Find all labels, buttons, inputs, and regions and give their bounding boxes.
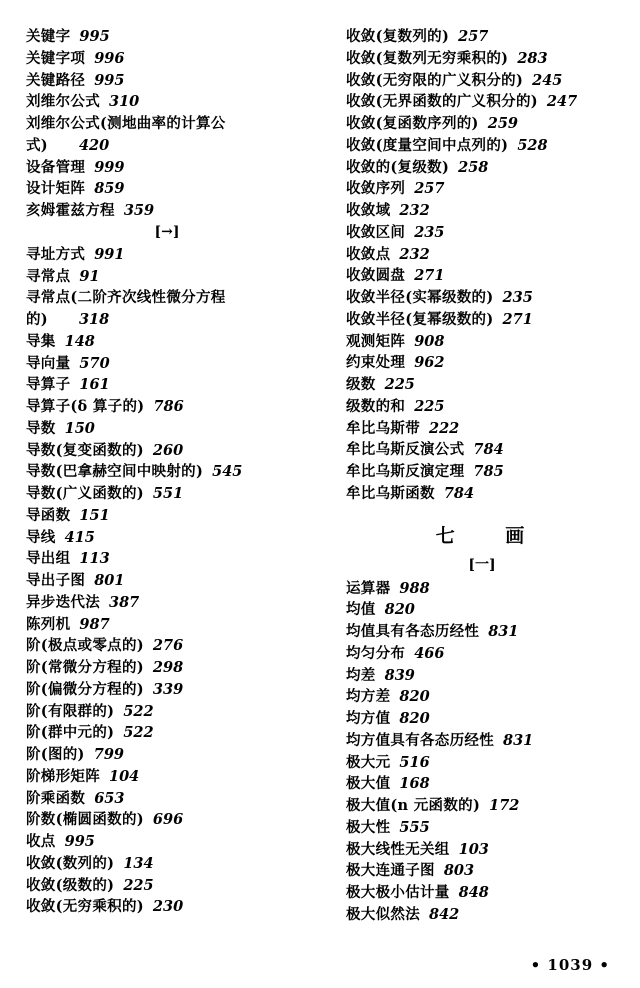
entry-term: 均匀分布 xyxy=(346,644,406,662)
entry-term: 收敛(级数的) xyxy=(26,876,115,894)
entry-term: 寻常点 xyxy=(26,267,71,285)
entry-term: 关键字项 xyxy=(26,49,86,67)
entry-page: 528 xyxy=(517,136,548,154)
index-entry xyxy=(346,309,618,331)
entry-page: 801 xyxy=(94,572,125,589)
entry-page: 831 xyxy=(488,623,519,640)
index-entry xyxy=(26,744,308,766)
index-entry xyxy=(346,244,618,266)
index-entry xyxy=(346,578,618,600)
entry-term: 牟比乌斯反演公式 xyxy=(346,441,465,459)
entry-term: 均差 xyxy=(346,666,376,684)
entry-term: 亥姆霍兹方程 xyxy=(26,202,115,219)
entry-term: 运算器 xyxy=(346,579,391,597)
entry-page: 962 xyxy=(414,354,445,372)
entry-page: 988 xyxy=(399,579,430,597)
entry-term: 收敛域 xyxy=(346,202,391,219)
entry-page: 908 xyxy=(414,332,445,350)
entry-page: 784 xyxy=(443,484,475,502)
entry-term: 收敛(数列的) xyxy=(26,854,115,872)
entry-term: 陈列机 xyxy=(26,615,71,633)
entry-page: 298 xyxy=(152,659,184,676)
index-entry xyxy=(346,708,618,730)
entry-term: 均方值 xyxy=(346,710,391,727)
entry-term: 收敛(复函数序列的) xyxy=(346,115,479,132)
entry-page: 245 xyxy=(532,71,563,89)
entry-page: 283 xyxy=(517,49,548,67)
index-entry xyxy=(26,853,308,875)
index-entry xyxy=(346,795,618,817)
entry-term: 阶(偏微分方程的) xyxy=(26,680,144,698)
index-entry xyxy=(26,657,308,679)
entry-term: 导算子(δ 算子的) xyxy=(26,398,145,415)
entry-term: 约束处理 xyxy=(346,354,406,372)
entry-term: 收点 xyxy=(26,833,56,850)
entry-term: 均值 xyxy=(346,601,376,619)
entry-term: 极大性 xyxy=(346,818,391,836)
entry-page: 113 xyxy=(79,550,110,568)
entry-page: 387 xyxy=(109,593,140,611)
right-column xyxy=(322,26,618,926)
entry-term: 异步迭代法 xyxy=(26,593,100,611)
index-entry xyxy=(346,178,618,200)
entry-page: 420 xyxy=(78,136,110,154)
index-entry xyxy=(346,730,618,752)
entry-term: 阶(群中元的) xyxy=(26,724,115,742)
index-entry xyxy=(26,614,308,636)
entry-page: 466 xyxy=(414,644,445,662)
entry-page: 653 xyxy=(94,789,125,807)
left-column xyxy=(26,26,322,940)
index-entry xyxy=(26,722,308,744)
entry-term: 阶数(椭圆函数的) xyxy=(26,811,144,829)
entry-term: 导函数 xyxy=(26,506,71,524)
entry-page: 842 xyxy=(429,905,460,923)
index-entry xyxy=(26,200,308,222)
entry-term: 导数(广义函数的) xyxy=(26,485,144,502)
index-entry xyxy=(346,91,618,113)
index-entry xyxy=(26,527,308,549)
page-folio: • 1039 • xyxy=(530,956,610,974)
entry-page: 260 xyxy=(152,441,184,459)
index-entry xyxy=(26,461,308,483)
entry-term: 寻常点(二阶齐次线性微分方程的) xyxy=(26,289,226,328)
index-entry xyxy=(26,875,308,897)
entry-term: 收敛点 xyxy=(346,245,391,263)
entry-page: 803 xyxy=(443,862,475,880)
index-entry xyxy=(26,635,308,657)
index-entry xyxy=(26,287,308,331)
entry-page: 271 xyxy=(502,310,533,328)
entry-page: 995 xyxy=(64,833,95,850)
entry-page: 225 xyxy=(384,376,415,393)
entry-page: 784 xyxy=(473,441,504,459)
entry-term: 极大值(n 元函数的) xyxy=(346,797,481,814)
index-entry xyxy=(26,918,308,940)
entry-page: 999 xyxy=(94,158,125,176)
entry-page: 820 xyxy=(384,601,415,619)
subsection-heading: [→] xyxy=(154,223,180,240)
index-entry xyxy=(346,882,618,904)
entry-term: 均值具有各态历经性 xyxy=(346,623,480,640)
entry-term: 极大值 xyxy=(346,775,391,793)
entry-term: 极大极小估计量 xyxy=(346,884,450,901)
index-entry xyxy=(26,244,308,266)
entry-page: 995 xyxy=(79,28,110,45)
entry-page: 91 xyxy=(79,267,100,285)
index-entry xyxy=(346,461,618,483)
entry-term: 级数的和 xyxy=(346,397,406,415)
index-entry xyxy=(346,26,618,48)
entry-page: 235 xyxy=(502,289,533,306)
entry-page: 831 xyxy=(503,731,534,749)
entry-term: 导集 xyxy=(26,332,56,350)
entry-term: 均方差 xyxy=(346,688,391,706)
entry-term: 极大线性无关组 xyxy=(346,840,450,858)
entry-page: 103 xyxy=(458,840,489,858)
entry-page: 104 xyxy=(109,767,140,785)
index-entry xyxy=(346,752,618,774)
entry-page: 996 xyxy=(94,49,125,67)
index-entry xyxy=(346,396,618,418)
index-entry xyxy=(346,222,618,244)
entry-term: 牟比乌斯函数 xyxy=(346,484,435,502)
entry-page: 696 xyxy=(152,811,184,829)
entry-term: 设计矩阵 xyxy=(26,180,86,198)
entry-term: 导数 xyxy=(26,419,56,437)
entry-page: 318 xyxy=(78,311,110,328)
index-entry xyxy=(346,439,618,461)
entry-page: 820 xyxy=(399,710,430,727)
entry-term: 收敛圆盘 xyxy=(346,267,406,285)
entry-term: 收敛(复数列无穷乘积的) xyxy=(346,49,509,67)
index-entry xyxy=(346,599,618,621)
entry-page: 168 xyxy=(399,775,430,793)
entry-page: 839 xyxy=(384,666,415,684)
entry-page: 259 xyxy=(487,115,519,132)
index-entry xyxy=(26,505,308,527)
index-entry xyxy=(346,839,618,861)
entry-term: 设备管理 xyxy=(26,158,86,176)
index-entry xyxy=(346,418,618,440)
entry-page: 271 xyxy=(414,267,445,285)
entry-term: 收敛(度量空间中点列的) xyxy=(346,136,509,154)
section-heading: 七 画 xyxy=(435,524,547,547)
entry-term: 收敛半径(复幂级数的) xyxy=(346,310,494,328)
entry-term: 寻址方式 xyxy=(26,245,86,263)
entry-page: 339 xyxy=(152,680,184,698)
index-entry xyxy=(346,860,618,882)
entry-term: 阶(常微分方程的) xyxy=(26,659,144,676)
entry-page: 134 xyxy=(123,854,154,872)
entry-term: 极大元 xyxy=(346,753,391,771)
index-entry xyxy=(346,265,618,287)
entry-term: 级数 xyxy=(346,376,376,393)
entry-term: 阶乘函数 xyxy=(26,789,86,807)
entry-term: 导算子 xyxy=(26,376,71,394)
entry-page: 848 xyxy=(458,884,489,901)
entry-page: 222 xyxy=(429,419,460,437)
entry-page: 276 xyxy=(152,637,184,655)
entry-page: 150 xyxy=(64,419,95,437)
entry-term: 导向量 xyxy=(26,354,71,372)
entry-term: 阶(极点或零点的) xyxy=(26,637,144,655)
entry-page: 991 xyxy=(94,245,125,263)
index-entry xyxy=(26,70,308,92)
index-entry xyxy=(26,440,308,462)
entry-term: 导出组 xyxy=(26,550,71,568)
index-entry xyxy=(26,592,308,614)
index-entry xyxy=(346,817,618,839)
entry-page: 820 xyxy=(399,688,430,706)
entry-page: 235 xyxy=(414,223,445,241)
two-column-layout xyxy=(26,26,618,956)
index-entry xyxy=(346,331,618,353)
entry-term: 阶(有限群的) xyxy=(26,702,115,720)
entry-page: 232 xyxy=(399,245,430,263)
index-entry xyxy=(26,396,308,418)
entry-term: 收敛区间 xyxy=(346,223,406,241)
entry-term: 收敛(复数列的) xyxy=(346,28,450,45)
entry-page: 232 xyxy=(399,202,430,219)
entry-page: 161 xyxy=(79,376,110,394)
entry-term: 极大似然法 xyxy=(346,905,420,923)
index-entry xyxy=(346,157,618,179)
entry-term: 牟比乌斯反演定理 xyxy=(346,463,465,480)
index-entry xyxy=(26,483,308,505)
index-entry xyxy=(346,665,618,687)
index-entry xyxy=(346,287,618,309)
entry-page: 225 xyxy=(414,397,445,415)
index-entry xyxy=(346,374,618,396)
entry-term: 收敛的(复级数) xyxy=(346,158,450,176)
entry-page: 522 xyxy=(123,702,154,720)
entry-page: 247 xyxy=(546,93,578,111)
entry-page: 225 xyxy=(123,876,154,894)
index-entry xyxy=(346,904,618,926)
entry-term: 阶梯形矩阵 xyxy=(26,767,100,785)
index-entry xyxy=(346,621,618,643)
entry-term: 关键路径 xyxy=(26,71,86,89)
entry-page: 799 xyxy=(93,746,125,763)
entry-page: 545 xyxy=(212,463,243,481)
entry-page: 359 xyxy=(123,202,155,219)
entry-term: 牟比乌斯带 xyxy=(346,419,420,437)
entry-page: 516 xyxy=(399,753,430,771)
entry-page: 172 xyxy=(489,797,520,814)
entry-term: 刘维尔公式 xyxy=(26,93,100,111)
entry-term: 导线 xyxy=(26,528,56,546)
entry-page: 151 xyxy=(79,506,110,524)
entry-page: 258 xyxy=(458,158,489,176)
entry-page: 257 xyxy=(414,180,445,198)
entry-page: 522 xyxy=(123,724,154,742)
entry-page: 555 xyxy=(399,818,430,836)
entry-term: 导出子图 xyxy=(26,572,86,589)
index-entry xyxy=(26,48,308,70)
entry-page: 257 xyxy=(458,28,489,45)
index-entry xyxy=(26,26,308,48)
entry-page: 786 xyxy=(153,398,184,415)
index-entry xyxy=(346,48,618,70)
index-entry xyxy=(346,70,618,92)
entry-term: 关键字 xyxy=(26,28,71,45)
entry-page: 551 xyxy=(152,485,184,502)
entry-term: 收敛(无界函数的广义积分的) xyxy=(346,93,538,111)
entry-page: 570 xyxy=(79,354,110,372)
index-entry xyxy=(346,483,618,505)
index-entry xyxy=(26,178,308,200)
index-entry xyxy=(346,200,618,222)
entry-term: 均方值具有各态历经性 xyxy=(346,731,494,749)
entry-page: 987 xyxy=(79,615,110,633)
index-entry xyxy=(26,113,308,157)
index-entry xyxy=(26,266,308,288)
index-entry xyxy=(26,548,308,570)
index-entry xyxy=(26,353,308,375)
entry-page: 310 xyxy=(109,93,140,111)
entry-term: 观测矩阵 xyxy=(346,332,406,350)
entry-term: 导数(复变函数的) xyxy=(26,441,144,459)
index-entry xyxy=(346,352,618,374)
entry-page: 785 xyxy=(473,463,504,480)
index-entry xyxy=(346,643,618,665)
entry-term: 收敛序列 xyxy=(346,180,406,198)
entry-term: 极大连通子图 xyxy=(346,862,435,880)
entry-term: 收敛(无穷限的广义积分的) xyxy=(346,71,524,89)
index-entry xyxy=(26,831,308,853)
entry-page: 148 xyxy=(64,332,95,350)
index-entry xyxy=(26,701,308,723)
index-entry xyxy=(26,766,308,788)
entry-term: 刘维尔公式(测地曲率的计算公式) xyxy=(26,115,226,154)
entry-page: 995 xyxy=(94,71,125,89)
index-entry xyxy=(26,331,308,353)
subsection-heading: [一] xyxy=(468,556,496,573)
index-entry xyxy=(26,374,308,396)
index-entry xyxy=(26,679,308,701)
index-entry xyxy=(26,91,308,113)
index-entry xyxy=(26,809,308,831)
index-entry xyxy=(26,157,308,179)
entry-term: 阶(图的) xyxy=(26,746,85,763)
entry-page: 230 xyxy=(152,898,184,916)
index-entry xyxy=(26,788,308,810)
entry-page: 859 xyxy=(94,180,125,198)
entry-page: 415 xyxy=(64,528,95,546)
index-entry xyxy=(26,896,308,918)
index-entry xyxy=(26,418,308,440)
index-entry xyxy=(26,570,308,592)
index-entry xyxy=(346,135,618,157)
index-entry xyxy=(346,113,618,135)
entry-term: 收敛(无穷乘积的) xyxy=(26,898,144,916)
index-entry xyxy=(346,773,618,795)
entry-term: 收敛半径(实幂级数的) xyxy=(346,289,494,306)
index-entry xyxy=(346,686,618,708)
entry-term: 导数(巴拿赫空间中映射的) xyxy=(26,463,204,481)
